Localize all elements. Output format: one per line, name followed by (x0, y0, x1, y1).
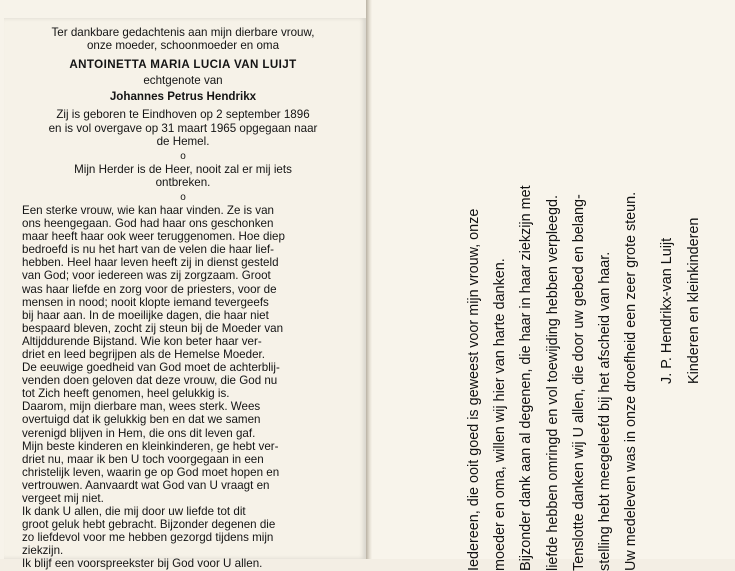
psalm-line-1: Mijn Herder is de Heer, nooit zal er mij iets (74, 162, 292, 176)
psalm-line-2: ontbreken. (155, 175, 211, 189)
body-line: mensen in nood; nooit klopte iemand tevergeefs (22, 295, 269, 309)
intro-line-2: onze moeder, schoonmoeder en oma (86, 39, 280, 53)
body-line: zo liefdevol voor me hebben gezorgd tijdens mijn (22, 531, 274, 545)
deceased-name: ANTOINETTA MARIA LUCIA VAN LUIJT (69, 58, 297, 72)
body-line: vertrouwen. Aanvaardt wat God van U vraagt en (22, 478, 270, 492)
body-line: christelijk leven, waarin ge op God moet hopen en (22, 465, 280, 479)
body-line: bespaard bleven, zocht zij steun bij de Moeder van (22, 321, 284, 335)
body-line: hebben. Heel haar leven heeft zij in dienst gesteld (22, 256, 279, 270)
body-line: ons heengegaan. God had haar ons geschonken (22, 217, 274, 231)
separator-2: o (180, 191, 186, 203)
body-line: De eeuwige goedheid van God moet de achterblij- (22, 361, 280, 375)
body-line: van God; voor iedereen was zij zorgzaam. Groot (22, 269, 271, 283)
thanks-line: Iedereen, die ooit goed is geweest voor mijn vrouw, onze (466, 208, 482, 571)
birth-line-3: de Hemel. (156, 134, 210, 148)
body-line: Een sterke vrouw, wie kan haar vinden. Ze is van (22, 203, 274, 217)
signature-name: J. P. Hendrikx-van Luijt (659, 237, 676, 384)
body-line: bedroefd is nu het hart van de velen die haar lief- (22, 243, 275, 257)
spouse-name: Johannes Petrus Hendrikx (109, 90, 257, 104)
intro-line-1: Ter dankbare gedachtenis aan mijn dierbare vrouw, (51, 26, 315, 39)
body-line: Ik blijf een voorspreekster bij God voor U allen. (22, 557, 263, 571)
birth-line-2: en is vol overgave op 31 maart 1965 opgegaan naar (48, 121, 318, 135)
body-line: maar heeft haar ook weer teruggenomen. Hoe diep (22, 230, 285, 244)
body-line: was haar liefde en zorg voor de priesters, voor de (22, 282, 277, 296)
body-line: tot Zich heeft genomen, heel gelukkig is. (22, 387, 230, 401)
body-line: Altijddurende Bijstand. Wie kon beter haar ver- (22, 334, 262, 348)
thanks-line: moeder en oma, willen wij hier van harte danken. (492, 258, 509, 571)
body-line: verenigd blijven in Hem, die ons dit leven gaf. (22, 426, 256, 440)
thanks-line: Tenslotte danken wij U allen, die door uw gebed en belang- (570, 194, 587, 571)
body-line: overtuigd dat ik gelukkig ben en dat we samen (22, 413, 261, 427)
body-line: ziekzijn. (22, 544, 64, 558)
thanks-line: stelling hebt meegeleefd bij het afscheid van haar. (597, 251, 614, 571)
body-line: driet en leed begrijpen als de Hemelse Moeder. (22, 347, 265, 361)
thanks-line: liefde hebben omringd en vol toewijding hebben verpleegd. (544, 194, 561, 571)
birth-line-1: Zij is geboren te Eindhoven op 2 september 1896 (56, 108, 310, 122)
body-line: vergeet mij niet. (22, 492, 104, 505)
right-page-text (461, 81, 702, 571)
signature-family: Kinderen en kleinkinderen (685, 217, 702, 384)
thanks-line: Uw medeleven was in onze droefheid een zeer grote steun. (623, 191, 640, 571)
body-line: driet nu, maar ik ben U toch voorgegaan in een (22, 452, 264, 466)
separator-1: o (180, 150, 186, 162)
body-line: bij haar aan. In de moeilijke dagen, die haar niet (22, 308, 269, 322)
thanks-line: Bijzonder dank aan al degenen, die haar in haar ziekzijn met (518, 185, 535, 571)
body-line: Mijn beste kinderen en kleinkinderen, ge hebt ver- (22, 439, 279, 453)
body-line: venden doen geloven dat deze vrouw, die God nu (22, 374, 278, 388)
left-page-text (22, 26, 344, 571)
body-line: Daarom, mijn dierbare man, wees sterk. Wees (22, 400, 261, 414)
body-line: Ik dank U allen, die mij door uw liefde tot dit (22, 505, 246, 519)
body-line: groot geluk hebt gebracht. Bijzonder degenen die (22, 518, 276, 532)
spouse-label: echtgenote van (143, 74, 223, 88)
